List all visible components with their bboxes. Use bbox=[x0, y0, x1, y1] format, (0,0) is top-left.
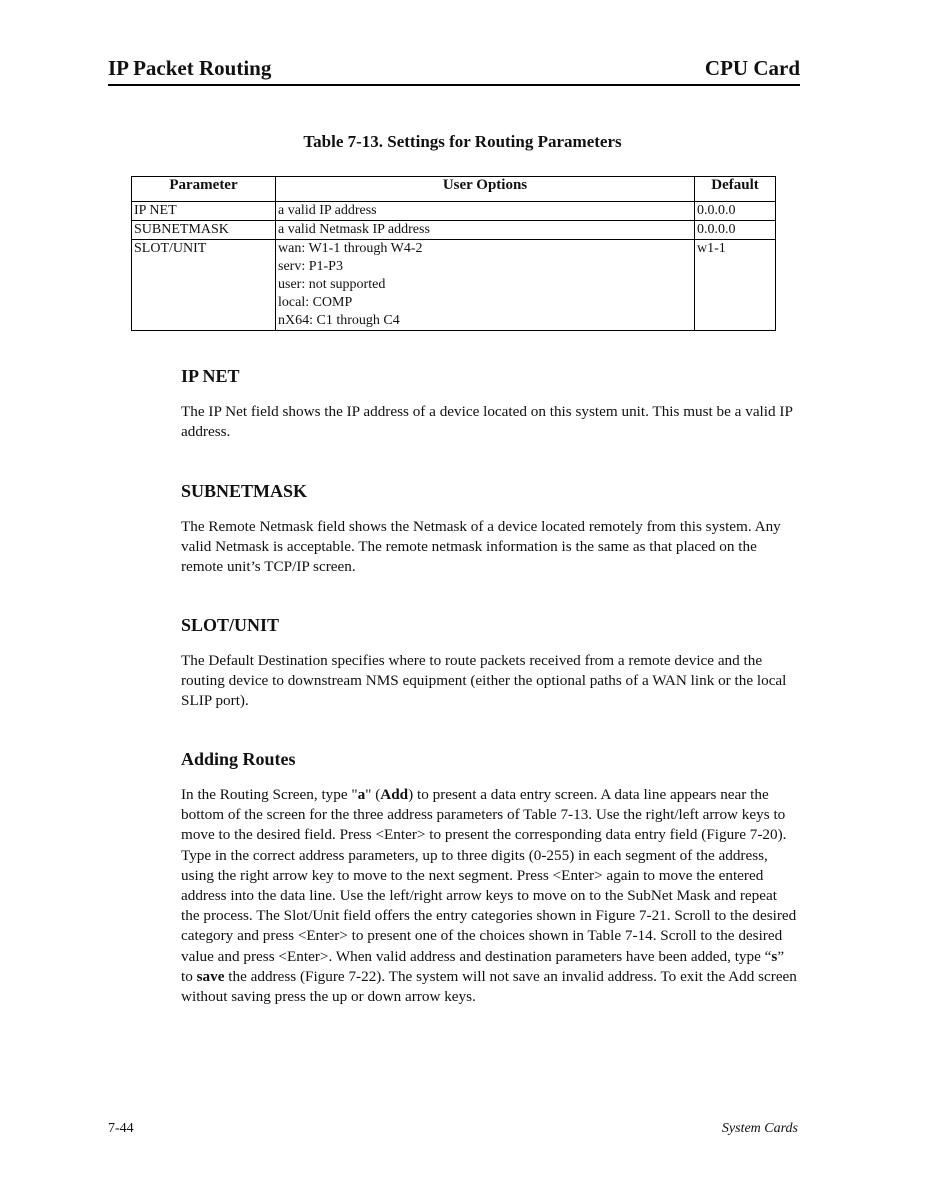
table-header-row bbox=[132, 177, 776, 202]
header-default: Default bbox=[695, 177, 776, 202]
option-line: a valid Netmask IP address bbox=[278, 222, 430, 237]
text-run: " ( bbox=[365, 786, 381, 803]
header-chapter-title: CPU Card bbox=[704, 56, 800, 80]
page-number: 7-44 bbox=[108, 1121, 134, 1136]
save-term: save bbox=[196, 967, 225, 985]
section-paragraph: The Remote Netmask field shows the Netmask of a device located remotely from this system. Any valid Netmask is acceptable. The remote netmask information is the same as that placed on the remote unit’s TCP/IP screen. bbox=[181, 518, 781, 576]
section-paragraph bbox=[181, 785, 797, 1007]
option-line: nX64: C1 through C4 bbox=[278, 313, 400, 328]
cell-default: 0.0.0.0 bbox=[695, 202, 776, 221]
section-heading: IP NET bbox=[181, 366, 240, 386]
section-ip-net bbox=[181, 366, 797, 442]
section-adding-routes bbox=[181, 749, 797, 1007]
page-header bbox=[108, 54, 800, 86]
section-slot-unit bbox=[181, 615, 797, 712]
add-term: Add bbox=[380, 786, 409, 803]
table-row bbox=[132, 240, 776, 331]
cell-options bbox=[276, 221, 695, 240]
option-line: serv: P1-P3 bbox=[278, 259, 343, 274]
text-run: ) to present a data entry screen. A data line appears near the bottom of the screen for the three address parameters of Table 7-13. Use the right/left arrow keys to move to the desired field. Press <Enter> to present the corresponding data entry field (Figure 7-20). Type in the correct address parameters, up to three digits (0-255) in each segment of the address, using the right arrow key to move to the next segment. Press <Enter> again to move the entered address into the data line. Use the left/right arrow keys to move on to the SubNet Mask and repeat the process. The Slot/Unit field offers the entry categories shown in Figure 7-21. Scroll to the desired category and press <Enter> to present one of the choices shown in Table 7-14. Scroll to the desired value and press <Enter>. When valid address and destination parameters have been added, type “ bbox=[181, 786, 797, 965]
key-a: a bbox=[357, 786, 366, 803]
option-line: a valid IP address bbox=[278, 203, 377, 218]
section-heading: SUBNETMASK bbox=[181, 481, 308, 501]
table-row bbox=[132, 202, 776, 221]
option-line: local: COMP bbox=[278, 295, 353, 310]
section-subnetmask bbox=[181, 481, 797, 578]
cell-options bbox=[276, 240, 695, 331]
header-user-options: User Options bbox=[276, 177, 695, 202]
text-run: the address (Figure 7-22). The system will not save an invalid address. To exit the Add screen without saving press the up or down arrow keys. bbox=[181, 967, 797, 1006]
option-line: wan: W1-1 through W4-2 bbox=[278, 241, 423, 256]
section-paragraph: The IP Net field shows the IP address of a device located on this system unit. This must be a valid IP address. bbox=[181, 403, 793, 441]
cell-default: w1-1 bbox=[695, 240, 776, 331]
cell-parameter: IP NET bbox=[132, 202, 276, 221]
key-s: s bbox=[771, 947, 778, 965]
text-run: ” to bbox=[181, 947, 785, 985]
section-paragraph: The Default Destination specifies where to route packets received from a remote device and the routing device to downstream NMS equipment (either the optional paths of a WAN link or the local SLIP port). bbox=[181, 652, 787, 710]
cell-parameter: SLOT/UNIT bbox=[132, 240, 276, 331]
footer-chapter: System Cards bbox=[721, 1121, 798, 1136]
option-line: user: not supported bbox=[278, 277, 386, 292]
section-heading: SLOT/UNIT bbox=[181, 615, 280, 635]
header-section-title: IP Packet Routing bbox=[108, 56, 272, 80]
cell-default: 0.0.0.0 bbox=[695, 221, 776, 240]
cell-options bbox=[276, 202, 695, 221]
cell-parameter: SUBNETMASK bbox=[132, 221, 276, 240]
section-heading: Adding Routes bbox=[181, 749, 296, 769]
header-parameter: Parameter bbox=[132, 177, 276, 202]
table-row bbox=[132, 221, 776, 240]
table-caption: Table 7-13. Settings for Routing Parameters bbox=[303, 132, 622, 151]
text-run: In the Routing Screen, type " bbox=[181, 786, 358, 803]
routing-parameters-table bbox=[131, 176, 776, 331]
